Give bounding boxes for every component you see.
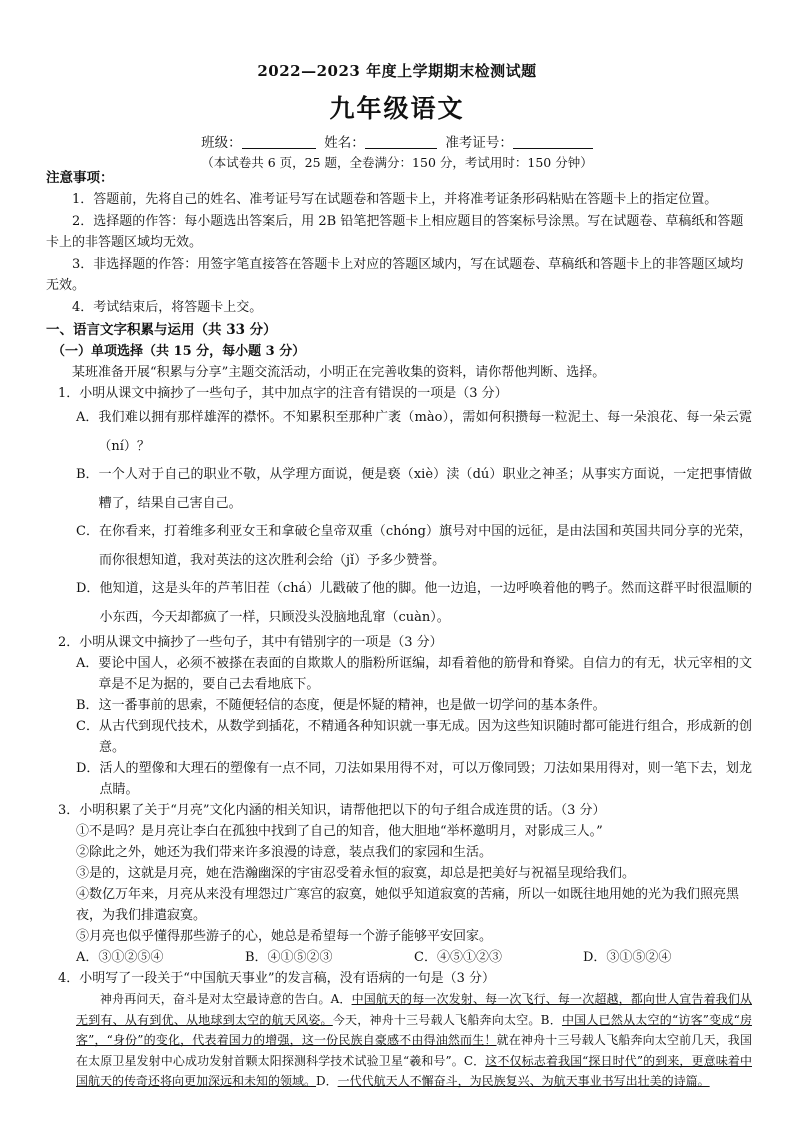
q3-sentence: ③是的，这就是月亮，她在浩瀚幽深的宇宙忍受着永恒的寂寞，却总是把美好与祝福呈现给我们。 [76,866,636,881]
q4-sentence-a: 中国航天的每一次发射、每一次飞行、每一次超越，都向世人宣告着我们从无到有、从有到优、从地球到太空的航天风姿。 [76,992,752,1027]
q4-sentence-c: 这不仅标志着我国“探日时代”的到来，更意味着中国航天的传奇还将向更加深远和未知的领域。 [76,1053,752,1088]
section-title: 一、语言文字积累与运用（共 33 分） [46,322,277,338]
q1-option-c: C． 在你看来，打着维多利亚女王和拿破仑皇帝双重（chóng）旗号对中国的远征，是由法国和英国共同分享的光荣，而你很想知道，我对英法的这次胜利会给（jǐ）予多少赞誉。 [76,524,752,568]
student-info-row [0,131,794,151]
q4-sentence-b: 中国人已然从太空的“访客”变成“房客”，“身份”的变化，代表着国力的增强，这一份民族自豪感不由得油然而生！ [76,1012,752,1047]
class-label: 班级： [201,135,242,151]
question-4-stem: 4．小明写了一段关于“中国航天事业”的发言稿，没有语病的一句是（3 分） [58,971,495,986]
q3-sentence: ⑤月亮也似乎懂得那些游子的心，她总是希望每一个游子能够平安回家。 [76,929,493,944]
name-blank [365,135,437,149]
q3-choice-a: A．③①②⑤④ [76,950,164,965]
q1-option-b: B． 一个人对于自己的职业不敬，从学理方面说，便是亵（xiè）渎（dú）职业之神圣；从事实方面说，一定把事情做糟了，结果自己害自己。 [76,467,752,511]
q2-option-d: D． 活人的塑像和大理石的塑像有一点不同，刀法如果用得不对，可以万像同毁；刀法如果用得对，则一笔下去，划龙点睛。 [76,761,752,797]
question-3-stem: 3．小明积累了关于“月亮”文化内涵的相关知识，请帮他把以下的句子组合成连贯的话。（3 分） [58,803,606,818]
question-1-stem: 1．小明从课文中摘抄了一些句子，其中加点字的注音有错误的一项是（3 分） [58,386,508,401]
q3-choices [46,947,752,968]
q2-option-b: B． 这一番事前的思索，不随便轻信的态度，便是怀疑的精神，也是做一切学问的基本条件。 [76,698,606,713]
q3-choice-b: B．④①⑤②③ [245,950,333,965]
question-2-stem: 2．小明从课文中摘抄了一些句子，其中有错别字的一项是（3 分） [58,635,443,650]
exam-content [46,168,752,1092]
q3-choice-c: C．④⑤①②③ [414,950,502,965]
q3-choice-d: D．③①⑤②④ [583,950,672,965]
note-item: 2．选择题的作答：每小题选出答案后，用 2B 铅笔把答题卡上相应题目的答案标号涂黑。写在试题卷、草稿纸和答题卡上的非答题区域均无效。 [46,213,744,250]
id-label: 准考证号： [445,135,513,151]
section-lead: 某班准备开展“积累与分享”主题交流活动，小明正在完善收集的资料，请你帮他判断、选择。 [72,365,606,380]
class-blank [242,135,316,149]
note-item: 3．非选择题的作答：用签字笔直接答在答题卡上对应的答题区域内，写在试题卷、草稿纸和答题卡上的非答题区域均无效。 [46,256,744,293]
exam-title: 2022—2023 年度上学期期末检测试题 [257,62,537,80]
subject-title: 九年级语文 [329,94,465,123]
q2-option-a: A． 要论中国人，必须不被搽在表面的自欺欺人的脂粉所诓编，却看着他的筋骨和脊梁。自信力的有无，状元宰相的文章是不足为据的，要自己去看地底下。 [76,656,752,692]
q1-option-a: A． 我们难以拥有那样雄浑的襟怀。不知累积至那种广袤（mào），需如何积攒每一粒泥土、每一朵浪花、每一朵云霓（ní）？ [76,410,752,454]
name-label: 姓名： [324,135,365,151]
q1-option-d: D． 他知道，这是头年的芦苇旧茬（chá）儿戳破了他的脚。他一边追，一边呼唤着他的鸭子。然而这群平时很温顺的小东西，今天却都疯了一样，只顾没头没脑地乱窜（cuàn）。 [76,581,752,625]
exam-meta: （本试卷共 6 页，25 题，全卷满分：150 分，考试用时：150 分钟） [201,155,593,170]
subsection-title: （一）单项选择（共 15 分，每小题 3 分） [52,344,306,359]
q2-option-c: C． 从古代到现代技术，从数学到插花，不精通各种知识就一事无成。因为这些知识随时都可能进行组合，形成新的创意。 [76,719,752,755]
note-item: 4．考试结束后，将答题卡上交。 [72,299,263,315]
q3-sentence: ④数亿万年来，月亮从来没有埋怨过广寒宫的寂寞，她似乎知道寂寞的苦痛，所以一如既往地用她的光为我们照亮黑夜，为我们排遣寂寞。 [76,887,740,923]
id-blank [513,135,593,149]
q3-sentence: ②除此之外，她还为我们带来许多浪漫的诗意，装点我们的家园和生活。 [76,845,493,860]
q3-sentence: ①不是吗？是月亮让李白在孤独中找到了自己的知音，他大胆地“举杯邀明月，对影成三人。” [76,824,603,839]
q4-sentence-d: 一代代航天人不懈奋斗，为民族复兴、为航天事业书写出壮美的诗篇。 [337,1074,710,1088]
q4-passage: 神舟再问天，奋斗是对太空最诗意的告白。A．中国航天的每一次发射、每一次飞行、每一次超越，都向世人宣告着我们从无到有、从有到优、从地球到太空的航天风姿。今天，神舟十三号载人飞船奔向太空。B．中国人已然从太空的“访客”变成“房客”，“身份”的变化，代表着国力的增强，这一份民族自豪感不由得油然而生！就在神舟十三号载人飞船奔向太空前几天，我国在太原卫星发射中心成功发射首颗太阳探测科学技术试验卫星“羲和号”。C．这不仅标志着我国“探日时代”的到来，更意味着中国航天的传奇还将向更加深远和未知的领域。D．一代代航天人不懈奋斗，为民族复兴、为航天事业书写出壮美的诗篇。 [76,992,752,1088]
notes-title: 注意事项： [46,170,114,186]
note-item: 1．答题前，先将自己的姓名、准考证号写在试题卷和答题卡上，并将准考证条形码粘贴在答题卡上的指定位置。 [72,192,718,207]
